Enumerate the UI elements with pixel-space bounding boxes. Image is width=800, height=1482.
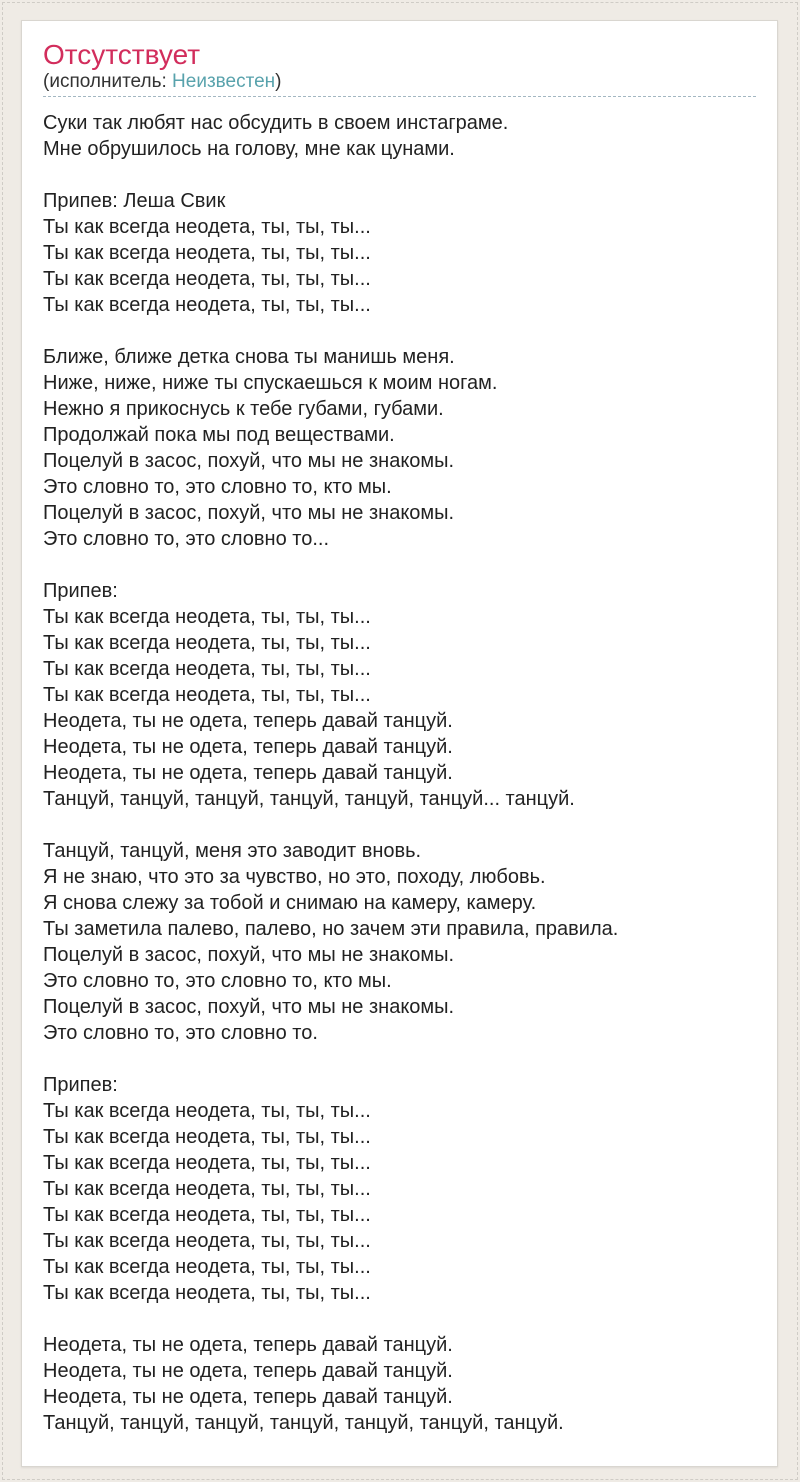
- stanza: [43, 838, 756, 1046]
- lyric-line: Припев:: [43, 1074, 118, 1096]
- lyric-line: Это словно то, это словно то, кто мы.: [43, 970, 392, 992]
- artist-label: (исполнитель:: [43, 71, 167, 92]
- lyric-line: Ближе, ближе детка снова ты манишь меня.: [43, 346, 455, 368]
- lyric-line: Я не знаю, что это за чувство, но это, походу, любовь.: [43, 866, 546, 888]
- lyric-line: Суки так любят нас обсудить в своем инстаграме.: [43, 112, 509, 134]
- lyrics-text: [43, 110, 756, 1436]
- lyric-line: Неодета, ты не одета, теперь давай танцуй.: [43, 710, 453, 732]
- stanza: [43, 188, 756, 318]
- lyric-line: Это словно то, это словно то...: [43, 528, 330, 550]
- lyric-line: Танцуй, танцуй, танцуй, танцуй, танцуй, танцуй... танцуй.: [43, 788, 575, 810]
- stanza: [43, 110, 756, 162]
- lyric-line: Ты как всегда неодета, ты, ты, ты...: [43, 1152, 371, 1174]
- lyric-line: Ты как всегда неодета, ты, ты, ты...: [43, 1126, 371, 1148]
- lyric-line: Неодета, ты не одета, теперь давай танцуй.: [43, 1360, 453, 1382]
- lyric-line: Ты как всегда неодета, ты, ты, ты...: [43, 658, 371, 680]
- page-title: [43, 39, 756, 71]
- lyrics-card: [21, 20, 778, 1467]
- lyric-line: Ты как всегда неодета, ты, ты, ты...: [43, 1282, 371, 1304]
- lyric-line: Неодета, ты не одета, теперь давай танцуй.: [43, 736, 453, 758]
- artist-line: [43, 71, 756, 97]
- lyric-line: Ты как всегда неодета, ты, ты, ты...: [43, 1230, 371, 1252]
- lyric-line: Ты как всегда неодета, ты, ты, ты...: [43, 632, 371, 654]
- lyric-line: Неодета, ты не одета, теперь давай танцуй.: [43, 1386, 453, 1408]
- song-header: [43, 39, 756, 97]
- lyric-line: Ты как всегда неодета, ты, ты, ты...: [43, 294, 371, 316]
- stanza: [43, 578, 756, 812]
- lyric-line: Ниже, ниже, ниже ты спускаешься к моим ногам.: [43, 372, 498, 394]
- lyric-line: Я снова слежу за тобой и снимаю на камеру, камеру.: [43, 892, 537, 914]
- artist-label-suffix: ): [275, 71, 282, 92]
- lyric-line: Ты заметила палево, палево, но зачем эти правила, правила.: [43, 918, 619, 940]
- lyric-line: Ты как всегда неодета, ты, ты, ты...: [43, 1178, 371, 1200]
- lyric-line: Поцелуй в засос, похуй, что мы не знакомы.: [43, 996, 455, 1018]
- lyric-line: Припев:: [43, 580, 118, 602]
- artist-link[interactable]: Неизвестен: [172, 71, 276, 92]
- lyric-line: Продолжай пока мы под веществами.: [43, 424, 395, 446]
- lyric-line: Ты как всегда неодета, ты, ты, ты...: [43, 684, 371, 706]
- lyric-line: Поцелуй в засос, похуй, что мы не знакомы.: [43, 944, 455, 966]
- lyric-line: Ты как всегда неодета, ты, ты, ты...: [43, 606, 371, 628]
- lyric-line: Ты как всегда неодета, ты, ты, ты...: [43, 1204, 371, 1226]
- lyric-line: Танцуй, танцуй, танцуй, танцуй, танцуй, танцуй, танцуй.: [43, 1412, 564, 1434]
- lyric-line: Ты как всегда неодета, ты, ты, ты...: [43, 216, 371, 238]
- lyric-line: Поцелуй в засос, похуй, что мы не знакомы.: [43, 450, 455, 472]
- lyric-line: Мне обрушилось на голову, мне как цунами.: [43, 138, 455, 160]
- lyric-line: Ты как всегда неодета, ты, ты, ты...: [43, 242, 371, 264]
- lyric-line: Это словно то, это словно то, кто мы.: [43, 476, 392, 498]
- lyric-line: Ты как всегда неодета, ты, ты, ты...: [43, 268, 371, 290]
- lyric-line: Припев: Леша Свик: [43, 190, 226, 212]
- stanza: [43, 344, 756, 552]
- song-title-link[interactable]: Отсутствует: [43, 39, 201, 70]
- lyric-line: Ты как всегда неодета, ты, ты, ты...: [43, 1100, 371, 1122]
- lyric-line: Нежно я прикоснусь к тебе губами, губами.: [43, 398, 444, 420]
- lyric-line: Танцуй, танцуй, меня это заводит вновь.: [43, 840, 422, 862]
- lyric-line: Поцелуй в засос, похуй, что мы не знакомы.: [43, 502, 455, 524]
- stanza: [43, 1072, 756, 1306]
- lyric-line: Это словно то, это словно то.: [43, 1022, 318, 1044]
- stanza: [43, 1332, 756, 1436]
- lyric-line: Ты как всегда неодета, ты, ты, ты...: [43, 1256, 371, 1278]
- lyric-line: Неодета, ты не одета, теперь давай танцуй.: [43, 1334, 453, 1356]
- lyric-line: Неодета, ты не одета, теперь давай танцуй.: [43, 762, 453, 784]
